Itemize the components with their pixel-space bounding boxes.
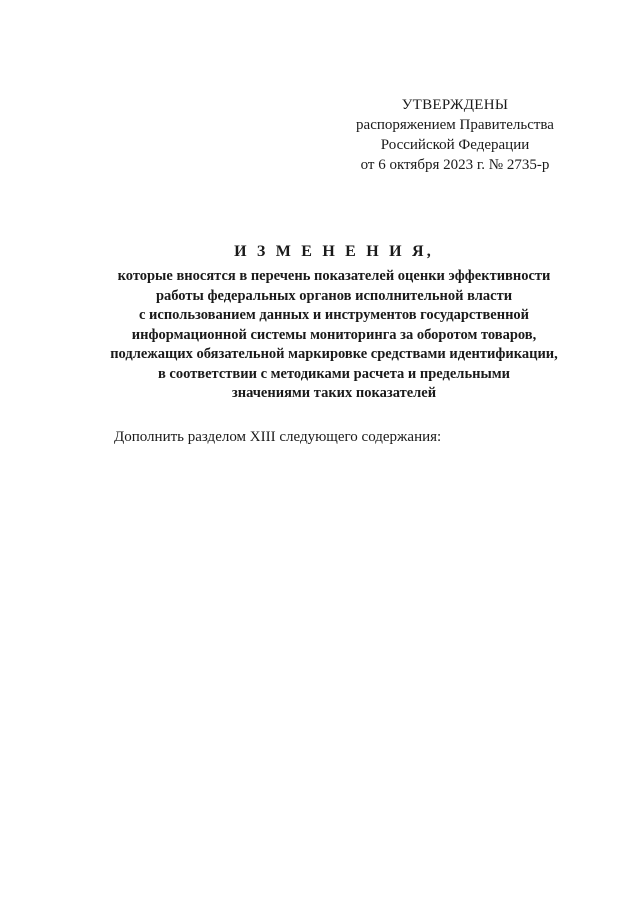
approval-stamp xyxy=(340,95,570,175)
approval-date-number: от 6 октября 2023 г. № 2735-р xyxy=(360,157,550,173)
approval-authority: распоряжением Правительства xyxy=(356,117,554,133)
subtitle-line: значениями таких показателей xyxy=(231,385,437,401)
subtitle-line: работы федеральных органов исполнительной власти xyxy=(155,287,513,304)
subtitle-line: которые вносятся в перечень показателей оценки эффективности xyxy=(117,268,551,284)
document-title-block xyxy=(60,243,608,404)
subtitle-line: в соответствии с методиками расчета и предельными xyxy=(157,365,511,382)
subtitle-line: подлежащих обязательной маркировке средствами идентификации, xyxy=(110,346,558,362)
subtitle-line: с использованием данных и инструментов государственной xyxy=(138,307,530,323)
approval-country: Российской Федерации xyxy=(380,137,530,153)
subtitle-line: информационной системы мониторинга за оборотом товаров, xyxy=(131,326,537,343)
approval-heading: УТВЕРЖДЕНЫ xyxy=(401,97,509,113)
document-title: И З М Е Н Е Н И Я, xyxy=(234,243,434,260)
body-paragraph: Дополнить разделом XIII следующего содержания: xyxy=(114,429,442,445)
